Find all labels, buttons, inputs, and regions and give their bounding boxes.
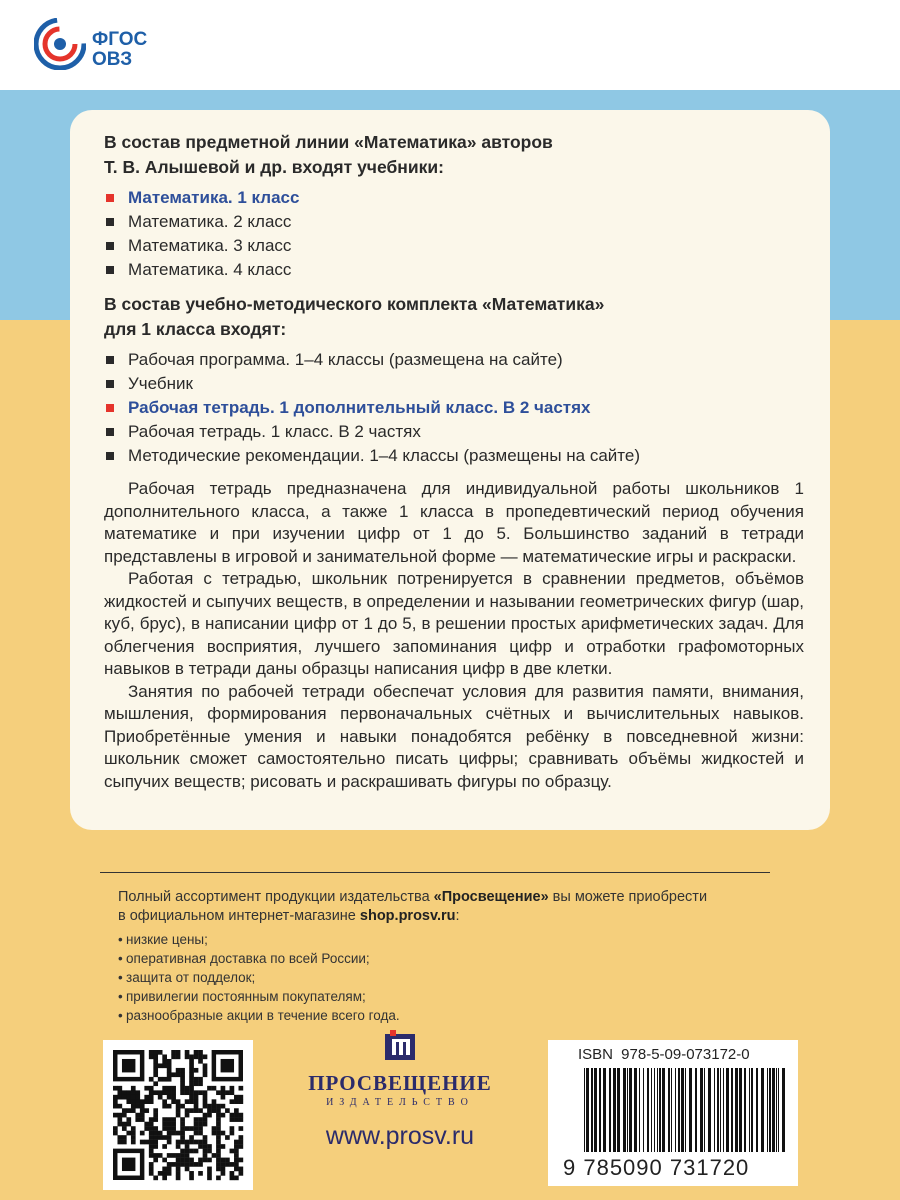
textbook-item-label: Математика. 2 класс [128, 212, 292, 231]
textbook-item [104, 234, 804, 258]
bullet-square-icon [106, 242, 114, 250]
fgos-logo-icon [34, 18, 86, 70]
textbook-item [104, 210, 804, 234]
textbook-item [104, 258, 804, 282]
textbook-item-label: Математика. 3 класс [128, 236, 292, 255]
section2-heading [104, 292, 804, 342]
kit-item [104, 348, 804, 372]
section1-heading [104, 130, 804, 180]
bullet-square-icon [106, 194, 114, 202]
shop-publisher: «Просвещение» [433, 889, 549, 905]
publisher-name: ПРОСВЕЩЕНИЕ [308, 1071, 492, 1095]
qr-code-icon[interactable] [103, 1040, 253, 1190]
kit-item [104, 396, 804, 420]
barcode-icon [580, 1068, 792, 1152]
shop-url-link[interactable]: shop.prosv.ru [359, 908, 456, 924]
fgos-badge [92, 30, 147, 70]
shop-benefit-item: • оперативная доставка по всей России; [118, 949, 798, 968]
textbook-item [104, 186, 804, 210]
bullet-square-icon [106, 356, 114, 364]
shop-benefits-list [118, 930, 798, 1025]
publisher-logo-icon [383, 1030, 417, 1062]
textbook-list [104, 186, 804, 282]
kit-item-label: Рабочая тетрадь. 1 класс. В 2 частях [128, 422, 421, 441]
divider [100, 872, 770, 873]
section1-heading-line2: Т. В. Алышевой и др. входят учебники: [104, 157, 444, 177]
kit-item-label: Рабочая программа. 1–4 классы (размещена на сайте) [128, 350, 563, 369]
shop-text2: вы можете приобрести [548, 889, 708, 905]
kit-item-label: Методические рекомендации. 1–4 классы (размещены на сайте) [128, 446, 640, 465]
bullet-square-icon [106, 428, 114, 436]
shop-benefit-item: • привилегии постоянным покупателям; [118, 987, 798, 1006]
shop-line2 [118, 907, 798, 926]
publisher-subtitle: ИЗДАТЕЛЬСТВО [326, 1097, 474, 1108]
kit-list [104, 348, 804, 468]
shop-text4: : [455, 908, 460, 924]
shop-info [118, 888, 798, 1025]
shop-text3: в официальном интернет-магазине [118, 908, 360, 924]
paragraph-3: Занятия по рабочей тетради обеспечат условия для развития памяти, внимания, мышления, формирования первоначальных счётных и вычислительных навыков. Приобретённые умения и навыки понадобятся ребёнку в повседневной жизни: школьник сможет самостоятельно писать цифры; сравнивать объёмы жидкостей и сыпучих веществ; рисовать и раскрашивать фигуры по образцу. [104, 681, 804, 791]
content [104, 130, 804, 793]
kit-item [104, 372, 804, 396]
shop-benefit-item: • разнообразные акции в течение всего года. [118, 1006, 798, 1025]
section2-heading-line1: В состав учебно-методического комплекта «Математика» [104, 294, 605, 314]
section2-heading-line2: для 1 класса входят: [104, 319, 287, 339]
shop-benefit-item: • низкие цены; [118, 930, 798, 949]
isbn-label: ISBN 978-5-09-073172-0 [578, 1046, 750, 1063]
bullet-square-icon [106, 218, 114, 226]
paragraph-1: Рабочая тетрадь предназначена для индивидуальной работы школьников 1 дополнительного класса, а также 1 класса в пропедевтический период обучения математике и при изучении цифр от 1 до 5. Большинство заданий в тетради представлены в игровой и занимательной форме — математические игры и раскраски. [104, 479, 804, 566]
textbook-item-label: Математика. 4 класс [128, 260, 292, 279]
bullet-square-icon [106, 266, 114, 274]
badge-line1: ФГОС [92, 29, 148, 50]
barcode-number: 9 785090 731720 [563, 1155, 750, 1180]
paragraph-2: Работая с тетрадью, школьник потренируется в сравнении предметов, объёмов жидкостей и сыпучих веществ, в определении и назывании геометрических фигур (шар, куб, брус), в написании цифр от 1 до 5, в решении простых арифметических задач. Для облегчения восприятия, лучшего запоминания цифр и отработки графомоторных навыков в тетради даны образцы написания цифр в две клетки. [104, 569, 804, 678]
kit-item [104, 420, 804, 444]
publisher-url-link[interactable]: www.prosv.ru [325, 1122, 475, 1150]
bullet-square-icon [106, 380, 114, 388]
shop-line1 [118, 888, 798, 907]
badge-line2: ОВЗ [92, 49, 133, 70]
bullet-square-icon [106, 404, 114, 412]
bullet-square-icon [106, 452, 114, 460]
kit-item [104, 444, 804, 468]
section1-heading-line1: В состав предметной линии «Математика» авторов [104, 132, 553, 152]
kit-item-label: Рабочая тетрадь. 1 дополнительный класс. В 2 частях [128, 398, 591, 417]
publisher-block [300, 1030, 500, 1151]
shop-benefit-item: • защита от подделок; [118, 968, 798, 987]
kit-item-label: Учебник [128, 374, 193, 393]
shop-text1: Полный ассортимент продукции издательства [118, 889, 434, 905]
textbook-item-label: Математика. 1 класс [128, 188, 300, 207]
